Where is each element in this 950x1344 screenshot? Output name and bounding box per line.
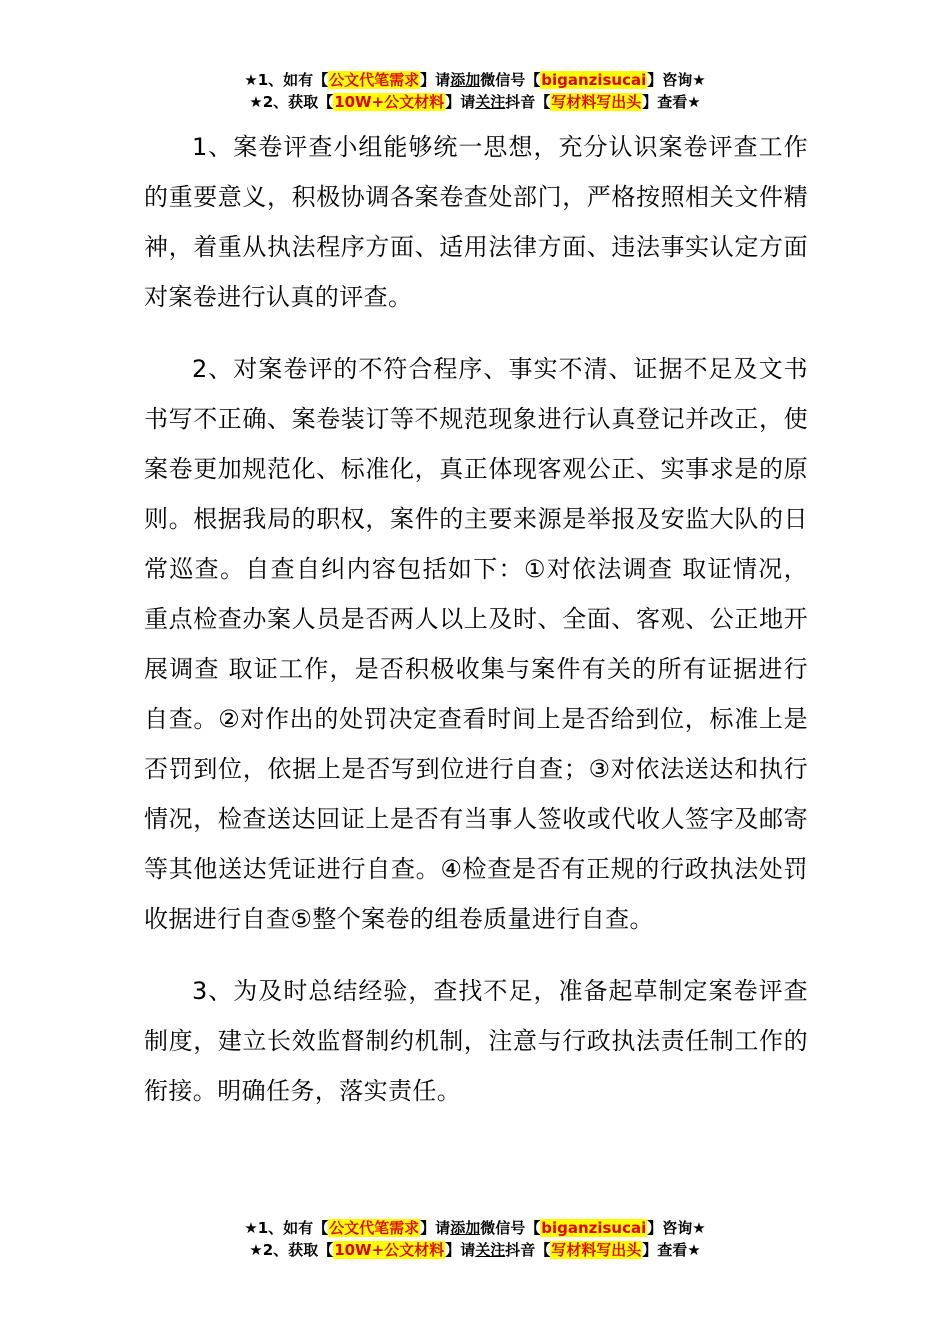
highlight-douyin: 写材料写出头: [551, 93, 642, 111]
highlight-wechat-id: biganzisucai: [541, 1219, 647, 1237]
banner-text: 】查看★: [642, 1241, 701, 1259]
star-icon: ★: [244, 71, 258, 89]
header-banner: [0, 69, 950, 113]
banner-text: 】请: [420, 71, 451, 89]
banner-text: 2、获取【: [262, 93, 334, 111]
banner-text: 1、如有【: [257, 71, 329, 89]
banner-text: 微信号【: [480, 1219, 541, 1237]
banner-text: 微信号【: [480, 71, 541, 89]
banner-text: 1、如有【: [257, 1219, 329, 1237]
banner-text: 抖音【: [505, 1241, 551, 1259]
banner-text: 】咨询★: [647, 1219, 706, 1237]
highlight-materials: 10W+公文材料: [334, 1241, 445, 1259]
underlined-word: 添加: [450, 71, 481, 89]
underlined-word: 添加: [450, 1219, 481, 1237]
paragraph-1: 1、案卷评查小组能够统一思想，充分认识案卷评查工作的重要意义，积极协调各案卷查处部门，严格按照相关文件精神，着重从执法程序方面、适用法律方面、违法事实认定方面对案卷进行认真的评查。: [144, 133, 808, 311]
highlight-douyin: 写材料写出头: [551, 1241, 642, 1259]
highlight-service: 公文代笔需求: [329, 71, 420, 89]
banner-text: 】请: [420, 1219, 451, 1237]
footer-banner: [0, 1217, 950, 1261]
banner-line-2: [0, 91, 950, 113]
banner-text: 抖音【: [505, 93, 551, 111]
banner-line-1: [0, 1217, 950, 1239]
paragraph-2: 2、对案卷评的不符合程序、事实不清、证据不足及文书书写不正确、案卷装订等不规范现象进行认真登记并改正，使案卷更加规范化、标准化，真正体现客观公正、实事求是的原则。根据我局的职权，案件的主要来源是举报及安监大队的日常巡查。自查自纠内容包括如下：①对依法调查 取证情况，重点检查办案人员是否两人以上及时、全面、客观、公正地开展调查 取证工作，是否积极收集与案件有关的所有证据进行自查。②对作出的处罚决定查看时间上是否给到位，标准上是否罚到位，依据上是否写到位进行自查；③对依法送达和执行情况，检查送达回证上是否有当事人签收或代收人签字及邮寄等其他送达凭证进行自查。④检查是否有正规的行政执法处罚收据进行自查⑤整个案卷的组卷质量进行自查。: [144, 355, 808, 933]
star-icon: ★: [249, 1241, 263, 1259]
star-icon: ★: [249, 93, 263, 111]
banner-text: 】请: [445, 93, 476, 111]
paragraph-3: 3、为及时总结经验，查找不足，准备起草制定案卷评查制度，建立长效监督制约机制，注意与行政执法责任制工作的衔接。明确任务，落实责任。: [144, 977, 808, 1105]
banner-text: 】查看★: [642, 93, 701, 111]
star-icon: ★: [244, 1219, 258, 1237]
banner-line-2: [0, 1239, 950, 1261]
banner-text: 2、获取【: [262, 1241, 334, 1259]
underlined-word: 关注: [475, 93, 506, 111]
highlight-service: 公文代笔需求: [329, 1219, 420, 1237]
underlined-word: 关注: [475, 1241, 506, 1259]
highlight-materials: 10W+公文材料: [334, 93, 445, 111]
highlight-wechat-id: biganzisucai: [541, 71, 647, 89]
banner-text: 】请: [445, 1241, 476, 1259]
banner-text: 】咨询★: [647, 71, 706, 89]
document-body: [144, 122, 808, 1138]
banner-line-1: [0, 69, 950, 91]
